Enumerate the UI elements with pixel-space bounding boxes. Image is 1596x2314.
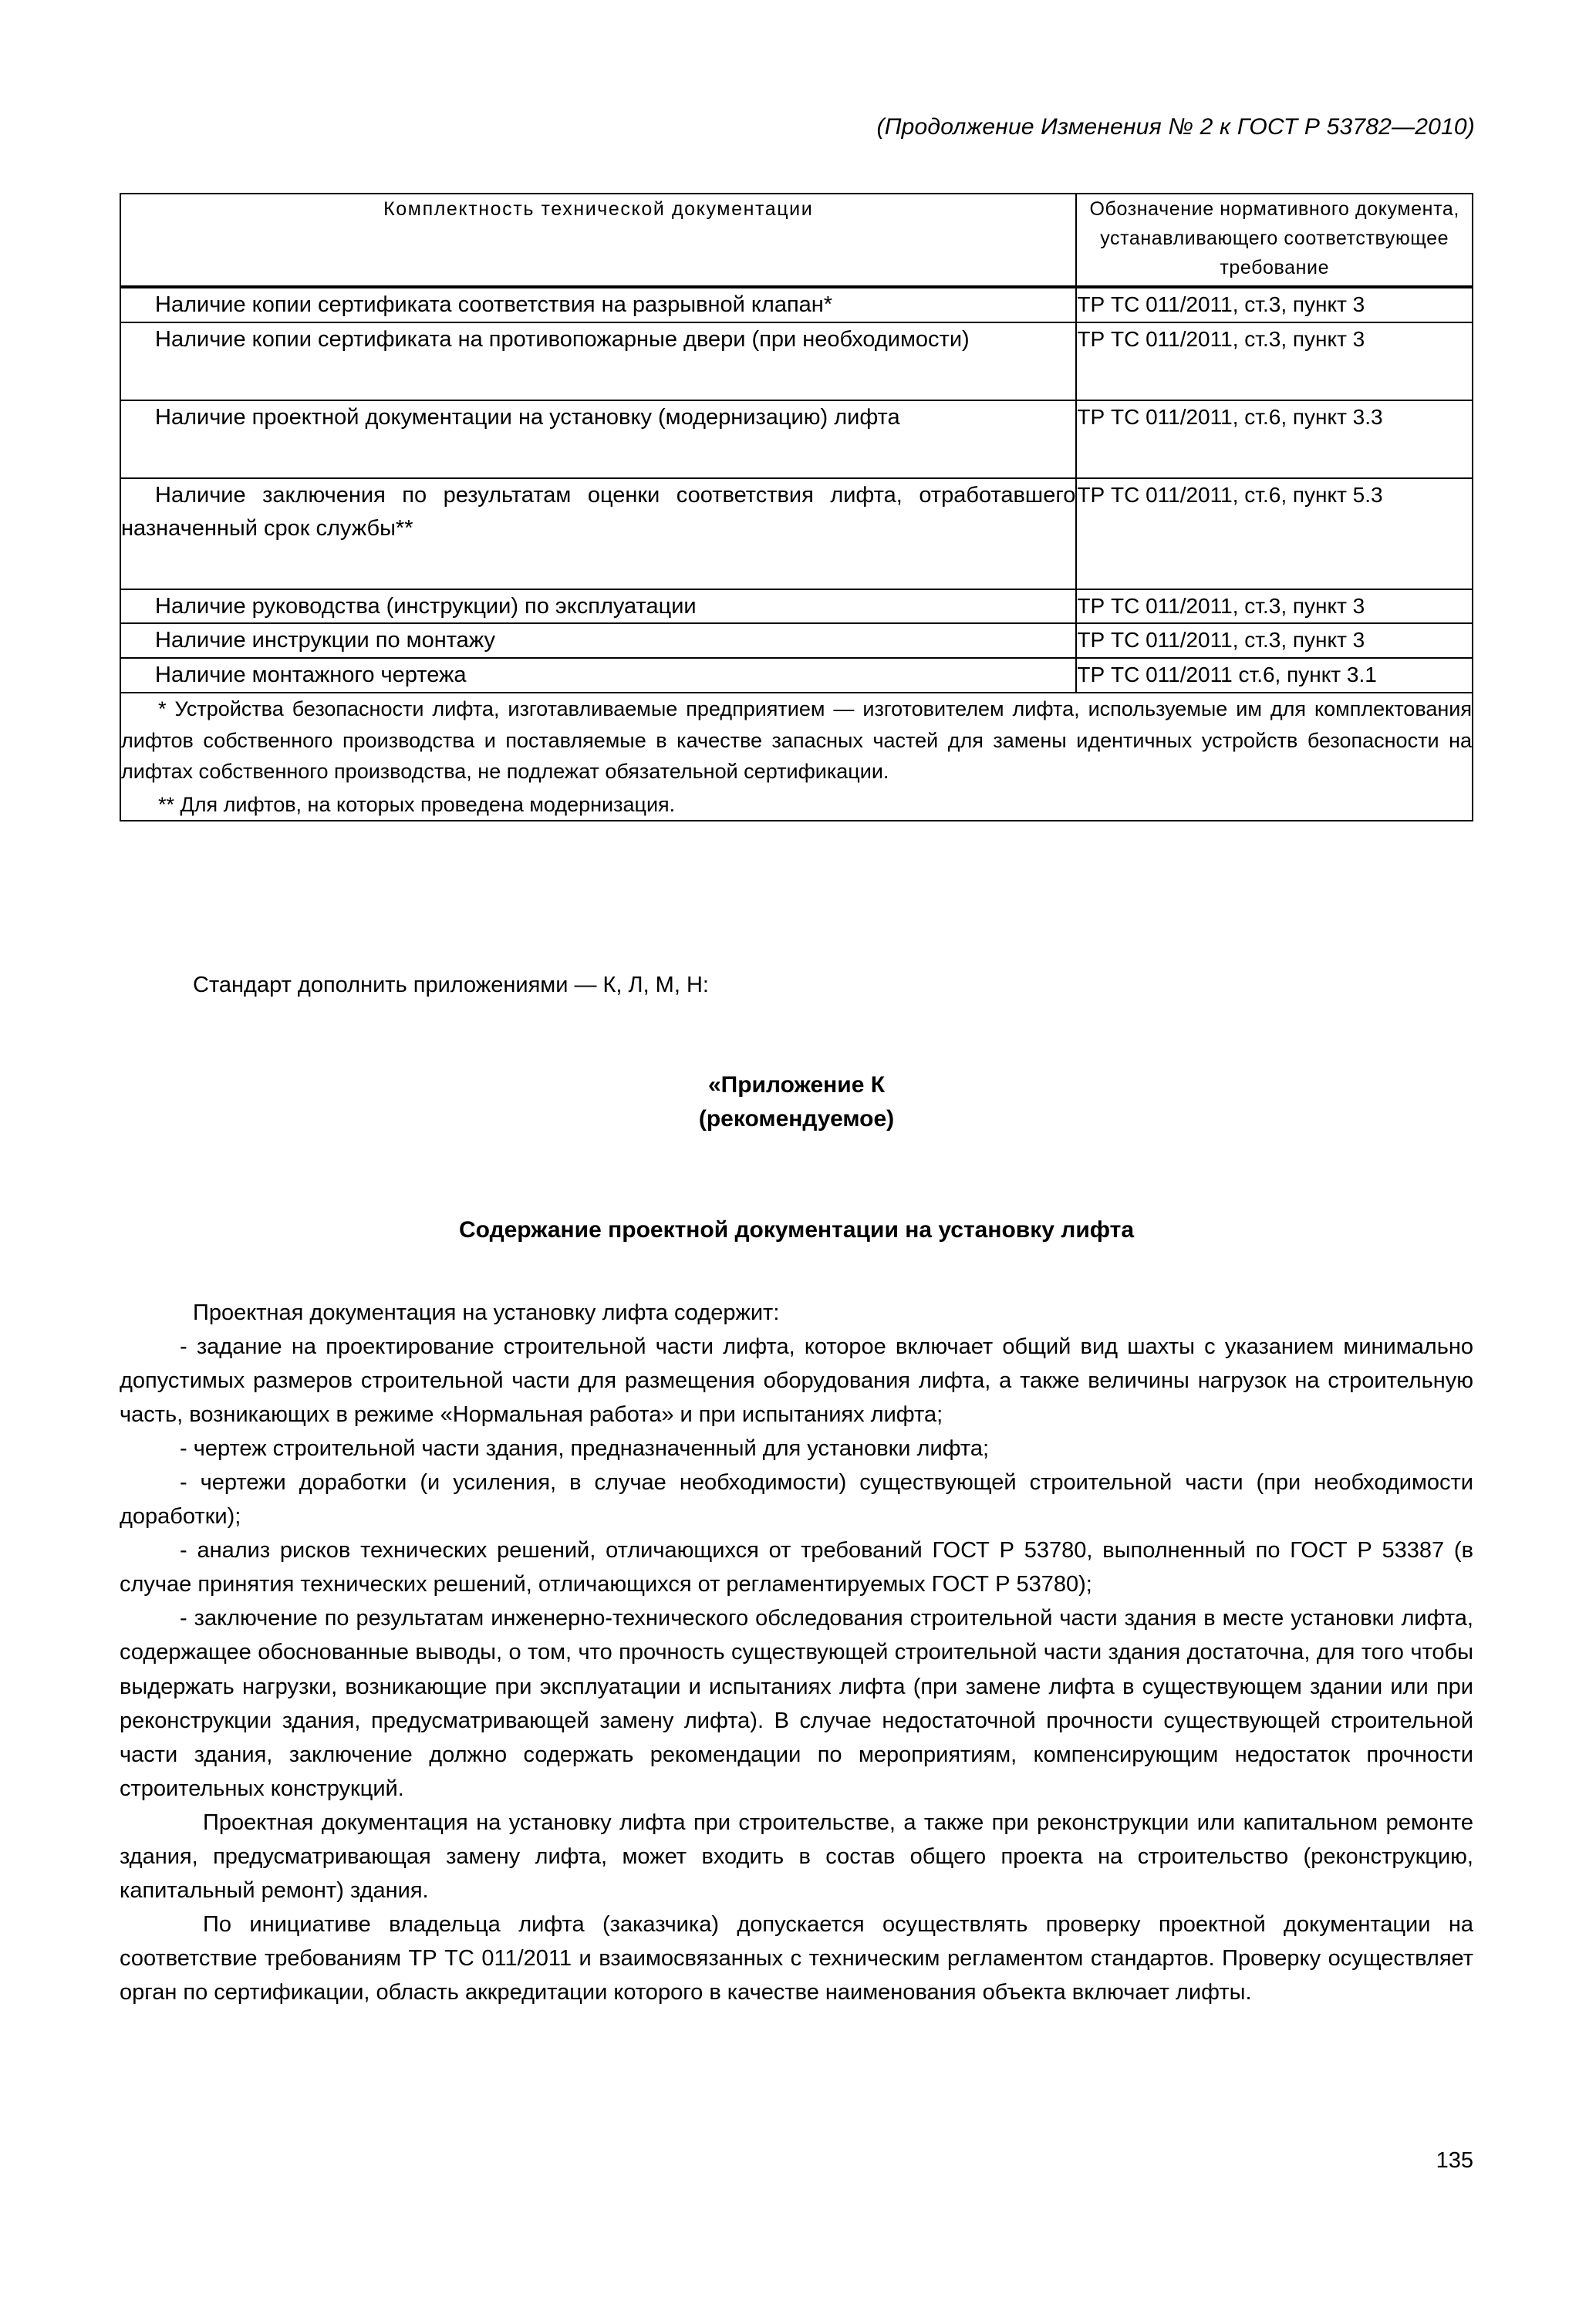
table-footnotes	[120, 693, 1473, 821]
running-head: (Продолжение Изменения № 2 к ГОСТ Р 53782—2010)	[876, 114, 1475, 140]
requirement-text: Наличие проектной документации на установку (модернизацию) лифта	[155, 404, 900, 430]
requirement-text: Наличие монтажного чертежа	[155, 663, 467, 688]
table-header	[120, 194, 1473, 287]
requirement-text: Наличие руководства (инструкции) по эксплуатации	[155, 593, 697, 619]
bullet-item-text: - чертежи доработки (и усиления, в случае необходимости) существующей строительной части (при необходимости доработки);	[120, 1470, 1473, 1530]
appendix-title-line-1: «Приложение К	[707, 1072, 886, 1098]
cell-document: ТР ТС 011/2011, ст.6, пункт 5.3	[1076, 478, 1473, 589]
cell-document: ТР ТС 011/2011, ст.3, пункт 3	[1076, 322, 1473, 400]
footnote-single-star-text: * Устройства безопасности лифта, изготавливаемые предприятием — изготовителем лифта, используемые им для комплектования лифтов собственного производства и поставляемые в качестве запасных частей для замены идентичных устройств безопасности на лифтах собственного производства, не подлежат обязательной сертификации.	[121, 697, 1472, 784]
column-header-completeness: Комплектность технической документации	[120, 194, 1076, 287]
body-paragraph	[120, 1806, 1473, 1908]
cell-document: ТР ТС 011/2011, ст.3, пункт 3	[1076, 589, 1473, 624]
page-number: 135	[1436, 2148, 1473, 2173]
footnote-single-star	[121, 693, 1472, 788]
requirement-text: Наличие копии сертификата на противопожарные двери (при необходимости)	[155, 326, 970, 352]
table-footnote-row	[120, 693, 1473, 821]
cell-requirement	[120, 400, 1076, 478]
intro-paragraph	[120, 1296, 1473, 1330]
documentation-completeness-table	[120, 193, 1473, 821]
cell-requirement	[120, 623, 1076, 658]
body-paragraph	[120, 1908, 1473, 2009]
table-row	[120, 658, 1473, 693]
bullet-item-text: - чертеж строительной части здания, предназначенный для установки лифта;	[180, 1435, 990, 1461]
bullet-item	[120, 1601, 1473, 1805]
cell-document: ТР ТС 011/2011, ст.6, пункт 3.3	[1076, 400, 1473, 478]
requirement-text: Наличие заключения по результатам оценки соответствия лифта, отработавшего назначенный срок службы**	[121, 482, 1076, 541]
table-body	[120, 287, 1473, 821]
amendment-instruction-text: Стандарт дополнить приложениями — К, Л, М, Н:	[193, 973, 709, 997]
footnote-double-star	[121, 789, 1472, 821]
requirement-text: Наличие копии сертификата соответствия на разрывной клапан*	[155, 292, 833, 317]
cell-requirement	[120, 287, 1076, 322]
section-title: Содержание проектной документации на установку лифта	[458, 1217, 1135, 1243]
bullet-item	[120, 1330, 1473, 1432]
intro-paragraph-text: Проектная документация на установку лифта содержит:	[193, 1300, 780, 1325]
bullet-item	[120, 1432, 1473, 1466]
amendment-instruction	[120, 968, 1473, 1002]
table-row	[120, 287, 1473, 322]
body-text-area	[120, 968, 1473, 2009]
cell-document: ТР ТС 011/2011, ст.3, пункт 3	[1076, 287, 1473, 322]
cell-requirement	[120, 658, 1076, 693]
bullet-item-text: - задание на проектирование строительной части лифта, которое включает общий вид шахты с указанием минимально допустимых размеров строительной части для размещения оборудования лифта, а также величины нагрузок на строительную часть, возникающих в режиме «Нормальная работа» и при испытаниях лифта;	[120, 1334, 1473, 1427]
footnote-double-star-text: ** Для лифтов, на которых проведена модернизация.	[158, 792, 676, 816]
cell-document: ТР ТС 011/2011 ст.6, пункт 3.1	[1076, 658, 1473, 693]
bullet-item-text: - анализ рисков технических решений, отличающихся от требований ГОСТ Р 53780, выполненный по ГОСТ Р 53387 (в случае принятия технических решений, отличающихся от регламентируемых ГОСТ Р 53780);	[120, 1538, 1473, 1597]
table-row	[120, 589, 1473, 624]
appendix-title-line-2: (рекомендуемое)	[698, 1105, 895, 1132]
bullet-item-text: - заключение по результатам инженерно-технического обследования строительной части здания в месте установки лифта, содержащее обоснованные выводы, о том, что прочность существующей строительной части здания достаточна, для того чтобы выдержать нагрузки, возникающие при эксплуатации и испытаниях лифта (при замене лифта в существующем здании или при реконструкции здания, предусматривающей замену лифта). В случае недостаточной прочности существующей строительной части здания, заключение должно содержать рекомендации по мероприятиям, компенсирующим недостаток прочности строительных конструкций.	[120, 1606, 1473, 1801]
bullet-item	[120, 1533, 1473, 1601]
body-paragraph-text: Проектная документация на установку лифта при строительстве, а также при реконструкции или капитальном ремонте здания, предусматривающая замену лифта, может входить в состав общего проекта на строительство (реконструкцию, капитальный ремонт) здания.	[120, 1810, 1473, 1903]
cell-document: ТР ТС 011/2011, ст.3, пункт 3	[1076, 623, 1473, 658]
table-header-row	[120, 194, 1473, 287]
body-paragraph-text: По инициативе владельца лифта (заказчика) допускается осуществлять проверку проектной документации на соответствие требованиям ТР ТС 011/2011 и взаимосвязанных с техническим регламентом стандартов. Проверку осуществляет орган по сертификации, область аккредитации которого в качестве наименования объекта включает лифты.	[120, 1912, 1473, 2005]
cell-requirement	[120, 478, 1076, 589]
table-row	[120, 478, 1473, 589]
table-row	[120, 400, 1473, 478]
cell-requirement	[120, 589, 1076, 624]
requirement-text: Наличие инструкции по монтажу	[155, 628, 496, 653]
table-row	[120, 623, 1473, 658]
column-header-document: Обозначение нормативного документа, устанавливающего соответствующее требование	[1076, 194, 1473, 287]
cell-requirement	[120, 322, 1076, 400]
bullet-item	[120, 1466, 1473, 1533]
table-row	[120, 322, 1473, 400]
